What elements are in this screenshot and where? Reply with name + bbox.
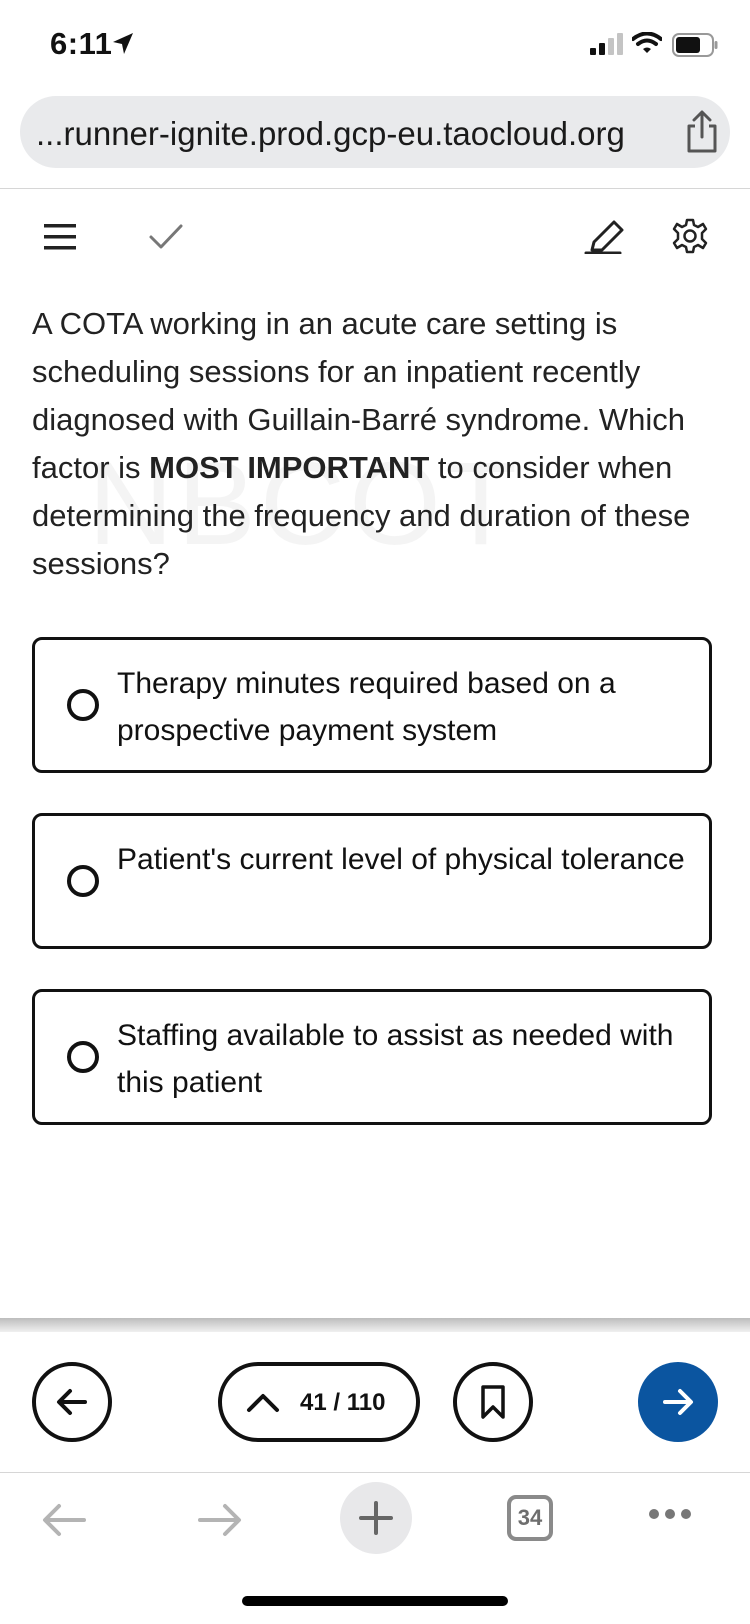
radio-button-b[interactable] <box>67 865 99 897</box>
answer-option-a[interactable] <box>32 637 712 773</box>
battery-icon <box>672 33 718 57</box>
menu-icon[interactable] <box>42 222 78 252</box>
chevron-up-icon <box>246 1390 280 1414</box>
question-prefix: A COTA working in an acute care setting is scheduling sessions for an inpatient recently diagnosed with Guillain-Barré syndrome. Which factor is <box>32 306 686 485</box>
divider <box>0 1472 750 1473</box>
question-text <box>32 300 722 588</box>
highlighter-icon[interactable] <box>584 218 624 254</box>
status-bar <box>0 0 750 90</box>
arrow-right-icon <box>658 1382 698 1422</box>
progress-label: 41 / 110 <box>300 1389 386 1416</box>
answer-option-a-text: Therapy minutes required based on a prospective payment system <box>117 667 616 747</box>
url-text[interactable]: ...runner-ignite.prod.gcp-eu.taocloud.org <box>36 115 625 152</box>
previous-question-button[interactable] <box>32 1362 112 1442</box>
check-icon[interactable] <box>148 222 184 252</box>
browser-forward-icon[interactable] <box>196 1500 244 1540</box>
next-question-button[interactable] <box>638 1362 718 1442</box>
question-progress-button[interactable] <box>218 1362 420 1442</box>
answer-option-b-text: Patient's current level of physical tolerance <box>117 843 685 876</box>
share-icon[interactable] <box>684 110 720 154</box>
divider <box>0 188 750 189</box>
plus-icon <box>358 1500 394 1536</box>
question-suffix: to consider when determining the frequency and duration of these sessions? <box>32 450 691 581</box>
answer-option-c-text: Staffing available to assist as needed with this patient <box>117 1019 674 1099</box>
nav-shadow <box>0 1318 750 1332</box>
cellular-signal-icon <box>590 33 624 55</box>
answer-option-c[interactable] <box>32 989 712 1125</box>
tabs-button[interactable]: 34 <box>507 1495 553 1541</box>
answer-option-b[interactable] <box>32 813 712 949</box>
flag-question-button[interactable] <box>453 1362 533 1442</box>
wifi-icon <box>632 32 662 54</box>
status-time: 6:11 <box>50 26 113 61</box>
radio-button-a[interactable] <box>67 689 99 721</box>
bookmark-icon <box>477 1384 509 1420</box>
browser-back-icon[interactable] <box>40 1500 88 1540</box>
home-indicator[interactable] <box>242 1596 508 1606</box>
new-tab-button[interactable] <box>340 1482 412 1554</box>
location-arrow-icon <box>112 32 134 56</box>
address-bar[interactable] <box>20 96 730 168</box>
gear-icon[interactable] <box>672 218 708 254</box>
more-icon[interactable] <box>648 1508 692 1520</box>
radio-button-c[interactable] <box>67 1041 99 1073</box>
arrow-left-icon <box>52 1382 92 1422</box>
question-emphasis: MOST IMPORTANT <box>149 450 430 485</box>
